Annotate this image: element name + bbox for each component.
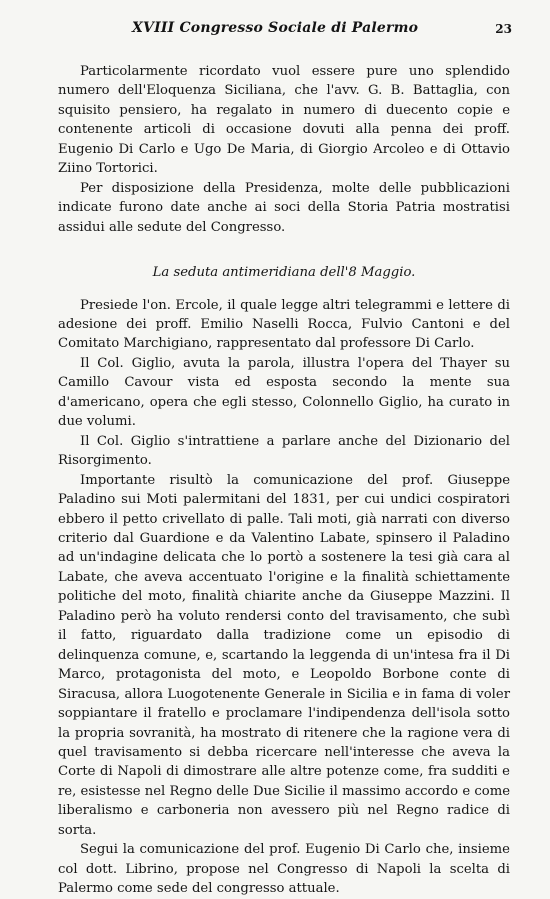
body-text — [58, 62, 510, 899]
paragraph-dizionario: Il Col. Giglio s'intrattiene a parlare anche del Dizionario del Risorgimento. — [58, 433, 510, 469]
paragraph-presiede: Presiede l'on. Ercole, il quale legge altri telegrammi e lettere di adesione dei proff. Emilio Naselli Rocca, Fulvio Cantoni e del Comitato Marchigiano, rappresentato dal professore Di Carlo. — [58, 297, 510, 352]
paragraph-pubblicazioni: Per disposizione della Presidenza, molte delle pubblicazioni indicate furono date anche ai soci della Storia Patria mostratisi assidui alle sedute del Congresso. — [58, 180, 510, 235]
running-title: XVIII Congresso Sociale di Palermo — [132, 20, 419, 36]
page-number: 23 — [495, 22, 512, 36]
paragraph-paladino: Importante risultò la comunicazione del prof. Giuseppe Paladino sui Moti palermitani del 1831, per cui undici cospiratori ebbero il petto crivellato di palle. Tali moti, già narrati con diverso criterio dal Guardione e da Valentino Labate, spinsero il Paladino ad un'indagine delicata che lo portò a sostenere la tesi già cara al Labate, che aveva accentuato l'origine e la finalità schiettamente politiche del moto, finalità chiarite anche da Giuseppe Mazzini. Il Paladino però ha voluto rendersi conto del travisamento, che subì il fatto, riguardato dalla tradizione come un episodio di delinquenza comune, e, scartando la leggenda di un'intesa fra il Di Marco, protagonista del moto, e Leopoldo Borbone conte di Siracusa, allora Luogotenente Generale in Sicilia e in fama di voler soppiantare il fratello e proclamare l'indipendenza dell'isola sotto la propria sovranità, ha mostrato di ritenere che la ragione vera di quel travisamento si debba ricercare nell'interesse che aveva la Corte di Napoli di dimostrare alle altre potenze come, fra sudditi e re, esistesse nel Regno delle Due Sicilie il massimo accordo e come liberalismo e carboneria non avessero più nel Regno radice di sorta. — [58, 472, 510, 838]
paragraph-eloquenza: Particolarmente ricordato vuol essere pure uno splendido numero dell'Eloquenza Siciliana, che l'avv. G. B. Battaglia, con squisito pensiero, ha regalato in numero di duecento copie e contenente articoli di occasione dovuti alla penna dei proff. Eugenio Di Carlo e Ugo De Maria, di Giorgio Arcoleo e di Ottavio Ziino Tortorici. — [58, 64, 510, 177]
section-heading: La seduta antimeridiana dell'8 Maggio. — [152, 265, 416, 281]
paragraph-thayer: Il Col. Giglio, avuta la parola, illustra l'opera del Thayer su Camillo Cavour vista ed esposta secondo la mente sua d'americano, opera che egli stesso, Colonnello Giglio, ha curato in due volumi. — [58, 355, 510, 430]
paragraph-di-carlo: Segui la comunicazione del prof. Eugenio Di Carlo che, insieme col dott. Librino, propose nel Congresso di Napoli la scelta di Palermo come sede del congresso attuale. — [58, 842, 510, 897]
page-header — [56, 20, 512, 44]
